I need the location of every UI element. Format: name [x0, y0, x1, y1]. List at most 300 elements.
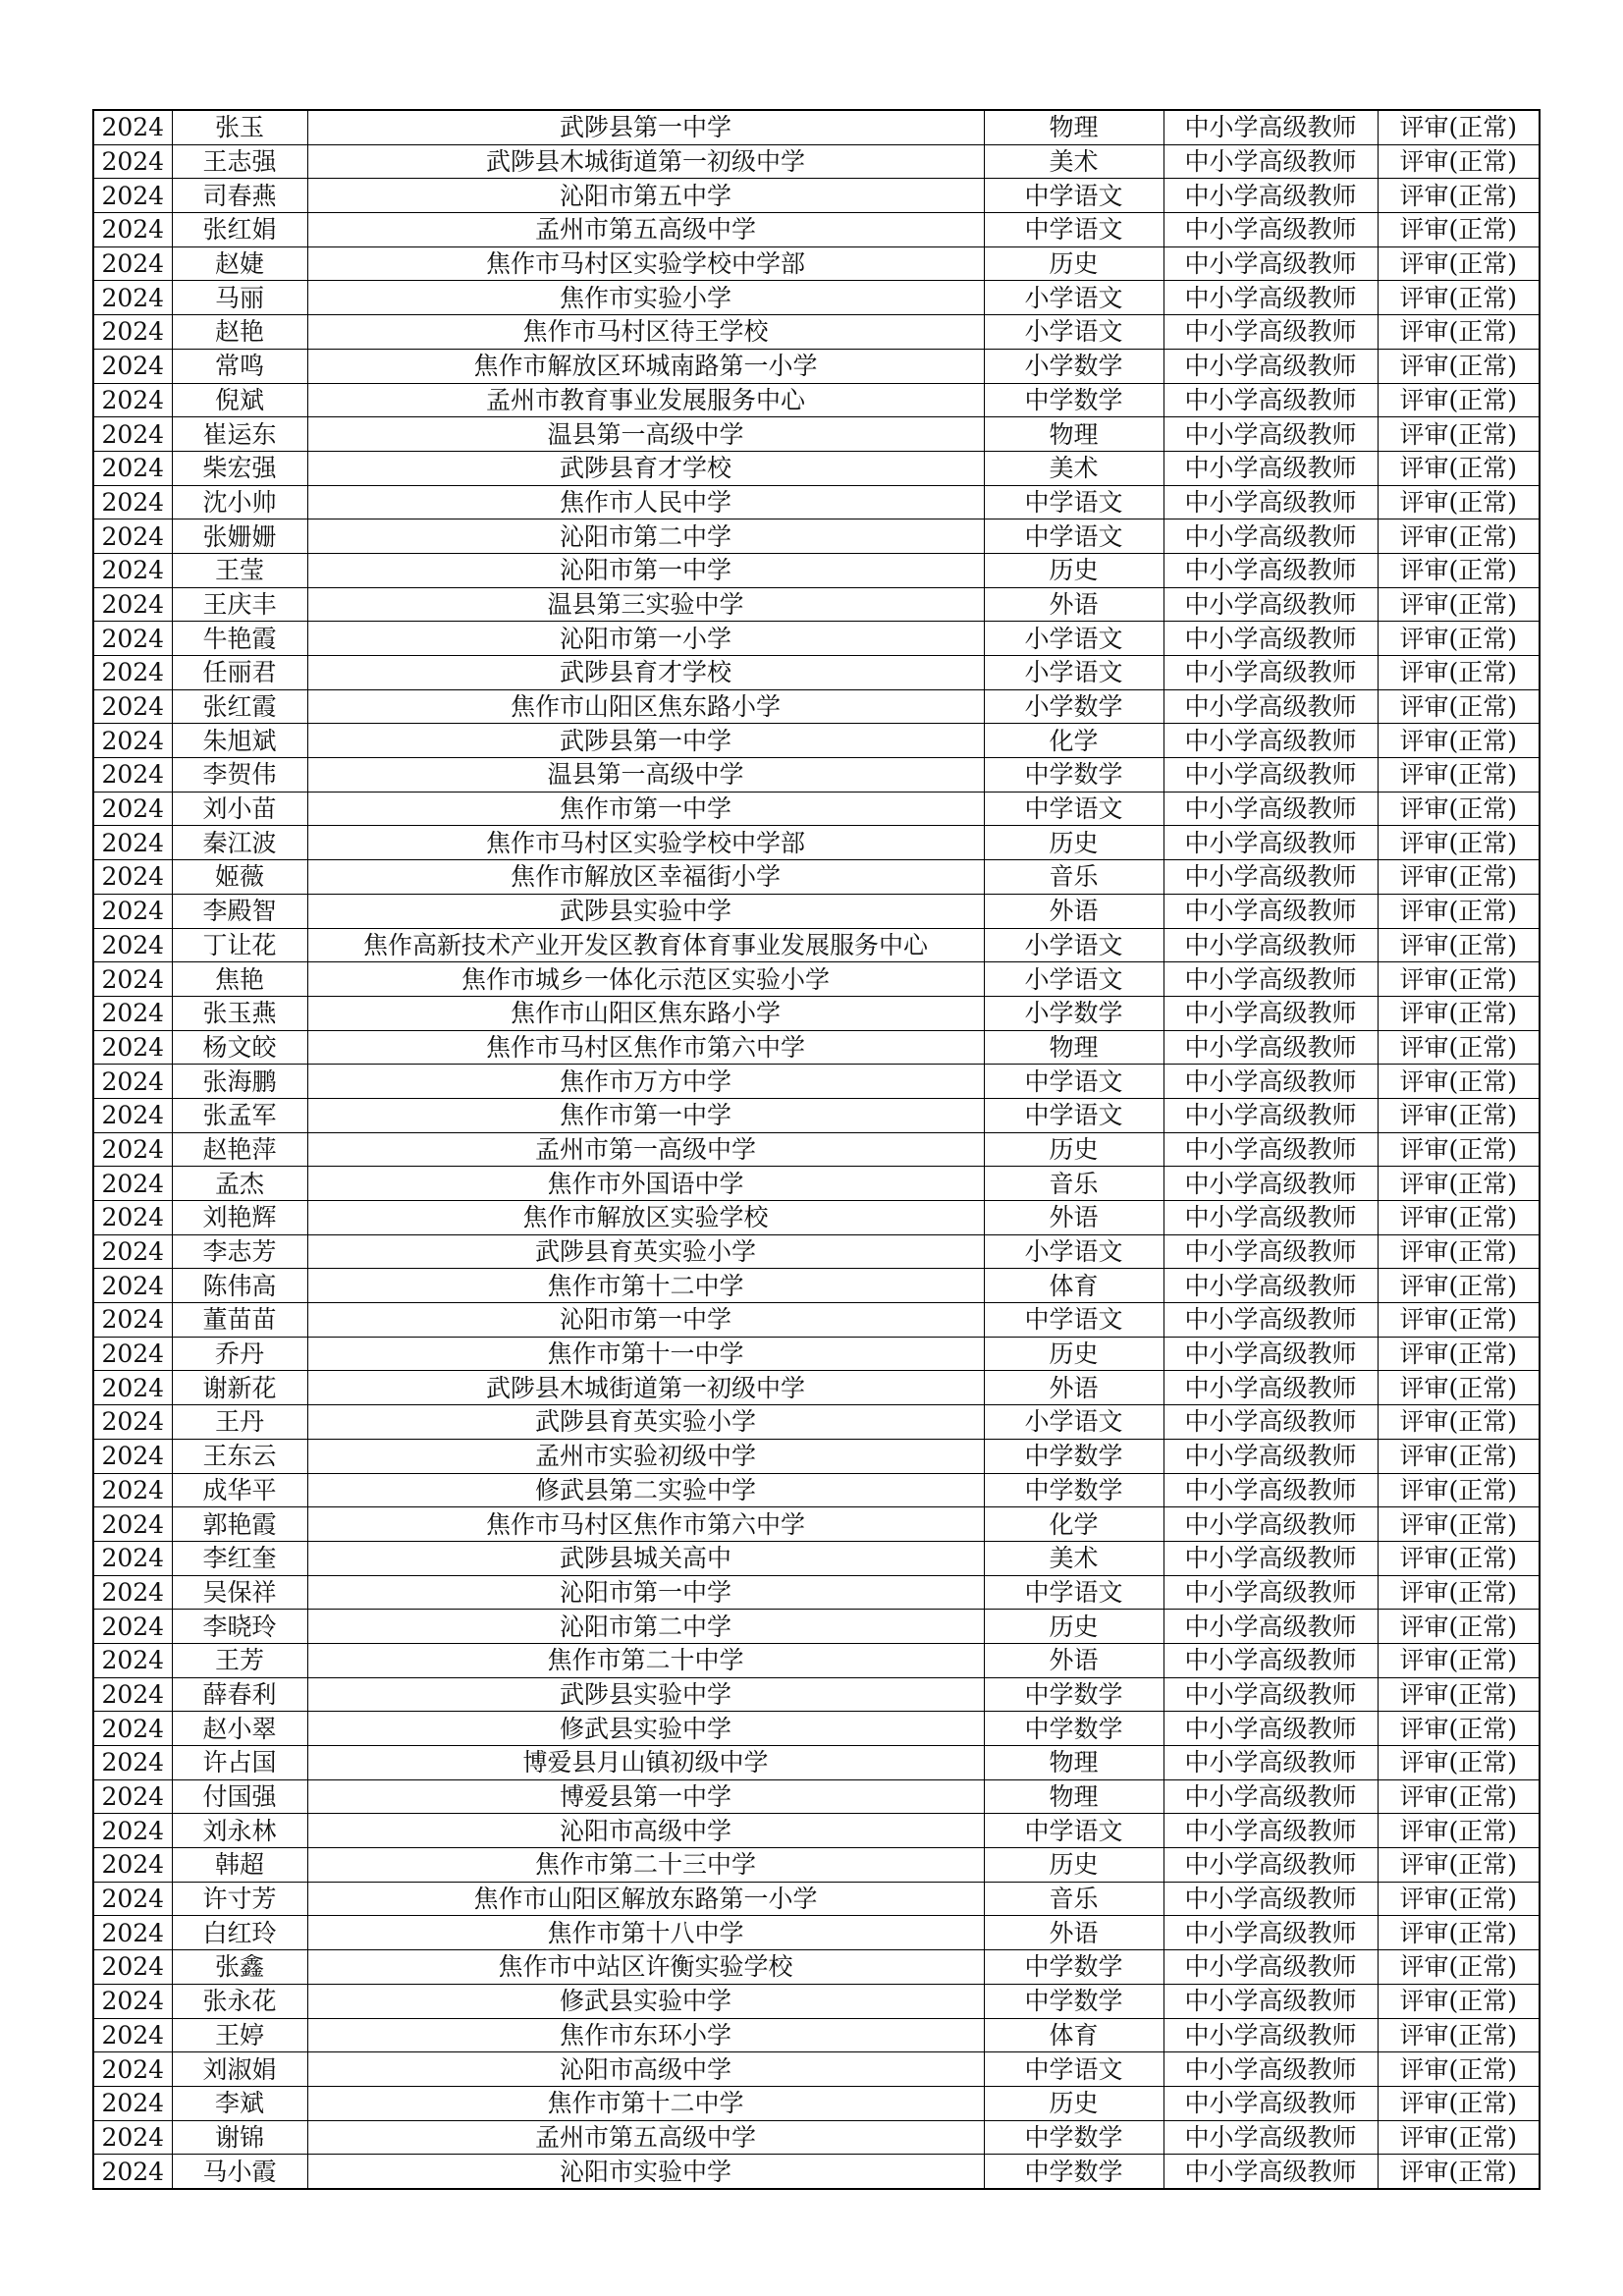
review-type-cell: 评审(正常) — [1378, 1234, 1540, 1269]
subject-cell: 物理 — [984, 417, 1163, 452]
title-cell: 中小学高级教师 — [1163, 587, 1378, 622]
title-cell: 中小学高级教师 — [1163, 1065, 1378, 1099]
subject-cell: 小学语文 — [984, 962, 1163, 997]
table-row — [93, 860, 1540, 895]
name-cell: 李斌 — [172, 2086, 307, 2120]
title-cell: 中小学高级教师 — [1163, 1848, 1378, 1883]
name-cell: 赵小翠 — [172, 1712, 307, 1746]
name-cell: 王婷 — [172, 2018, 307, 2052]
review-type-cell: 评审(正常) — [1378, 1643, 1540, 1677]
title-cell: 中小学高级教师 — [1163, 1984, 1378, 2018]
subject-cell: 中学数学 — [984, 1950, 1163, 1985]
year-cell: 2024 — [93, 485, 172, 519]
title-cell: 中小学高级教师 — [1163, 519, 1378, 554]
school-cell: 沁阳市第五中学 — [307, 179, 984, 213]
table-row — [93, 1746, 1540, 1780]
review-type-cell: 评审(正常) — [1378, 485, 1540, 519]
title-cell: 中小学高级教师 — [1163, 1337, 1378, 1371]
review-type-cell: 评审(正常) — [1378, 110, 1540, 144]
year-cell: 2024 — [93, 1575, 172, 1610]
table-row — [93, 2155, 1540, 2189]
year-cell: 2024 — [93, 587, 172, 622]
review-type-cell: 评审(正常) — [1378, 144, 1540, 179]
school-cell: 焦作市山阳区解放东路第一小学 — [307, 1882, 984, 1916]
title-cell: 中小学高级教师 — [1163, 1132, 1378, 1167]
table-row — [93, 315, 1540, 350]
year-cell: 2024 — [93, 281, 172, 315]
name-cell: 张海鹏 — [172, 1065, 307, 1099]
school-cell: 焦作市解放区环城南路第一小学 — [307, 349, 984, 383]
school-cell: 沁阳市第一中学 — [307, 1303, 984, 1338]
table-row — [93, 1575, 1540, 1610]
subject-cell: 中学数学 — [984, 2155, 1163, 2189]
year-cell: 2024 — [93, 349, 172, 383]
school-cell: 焦作市人民中学 — [307, 485, 984, 519]
subject-cell: 中学语文 — [984, 1575, 1163, 1610]
year-cell: 2024 — [93, 2120, 172, 2155]
table-row — [93, 1677, 1540, 1712]
review-type-cell: 评审(正常) — [1378, 1746, 1540, 1780]
name-cell: 刘永林 — [172, 1814, 307, 1848]
title-cell: 中小学高级教师 — [1163, 894, 1378, 928]
year-cell: 2024 — [93, 1234, 172, 1269]
review-type-cell: 评审(正常) — [1378, 1541, 1540, 1575]
table-row — [93, 1507, 1540, 1542]
school-cell: 修武县实验中学 — [307, 1712, 984, 1746]
name-cell: 孟杰 — [172, 1167, 307, 1201]
review-type-cell: 评审(正常) — [1378, 1030, 1540, 1065]
name-cell: 乔丹 — [172, 1337, 307, 1371]
table-row — [93, 1371, 1540, 1405]
title-cell: 中小学高级教师 — [1163, 1098, 1378, 1132]
subject-cell: 中学语文 — [984, 1303, 1163, 1338]
year-cell: 2024 — [93, 2052, 172, 2087]
school-cell: 修武县实验中学 — [307, 1984, 984, 2018]
table-row — [93, 144, 1540, 179]
table-row — [93, 1882, 1540, 1916]
school-cell: 沁阳市第一中学 — [307, 553, 984, 587]
review-type-cell: 评审(正常) — [1378, 2018, 1540, 2052]
subject-cell: 外语 — [984, 1371, 1163, 1405]
title-cell: 中小学高级教师 — [1163, 2120, 1378, 2155]
table-row — [93, 1405, 1540, 1440]
review-type-cell: 评审(正常) — [1378, 1371, 1540, 1405]
name-cell: 王东云 — [172, 1439, 307, 1473]
name-cell: 张玉 — [172, 110, 307, 144]
school-cell: 沁阳市高级中学 — [307, 2052, 984, 2087]
subject-cell: 物理 — [984, 1030, 1163, 1065]
school-cell: 沁阳市第二中学 — [307, 519, 984, 554]
subject-cell: 中学数学 — [984, 1473, 1163, 1507]
subject-cell: 中学语文 — [984, 1814, 1163, 1848]
review-type-cell: 评审(正常) — [1378, 553, 1540, 587]
name-cell: 董苗苗 — [172, 1303, 307, 1338]
subject-cell: 历史 — [984, 553, 1163, 587]
table-row — [93, 758, 1540, 793]
name-cell: 任丽君 — [172, 656, 307, 690]
year-cell: 2024 — [93, 622, 172, 656]
table-row — [93, 894, 1540, 928]
name-cell: 付国强 — [172, 1779, 307, 1814]
name-cell: 张鑫 — [172, 1950, 307, 1985]
year-cell: 2024 — [93, 1779, 172, 1814]
school-cell: 修武县第二实验中学 — [307, 1473, 984, 1507]
subject-cell: 美术 — [984, 144, 1163, 179]
title-cell: 中小学高级教师 — [1163, 417, 1378, 452]
name-cell: 崔运东 — [172, 417, 307, 452]
name-cell: 赵婕 — [172, 246, 307, 281]
school-cell: 武陟县城关高中 — [307, 1541, 984, 1575]
title-cell: 中小学高级教师 — [1163, 383, 1378, 417]
subject-cell: 外语 — [984, 587, 1163, 622]
table-row — [93, 1337, 1540, 1371]
year-cell: 2024 — [93, 110, 172, 144]
subject-cell: 化学 — [984, 724, 1163, 758]
review-type-cell: 评审(正常) — [1378, 1575, 1540, 1610]
table-row — [93, 1984, 1540, 2018]
review-type-cell: 评审(正常) — [1378, 519, 1540, 554]
title-cell: 中小学高级教师 — [1163, 1473, 1378, 1507]
name-cell: 倪斌 — [172, 383, 307, 417]
title-cell: 中小学高级教师 — [1163, 1814, 1378, 1848]
subject-cell: 小学数学 — [984, 349, 1163, 383]
title-cell: 中小学高级教师 — [1163, 792, 1378, 826]
year-cell: 2024 — [93, 1712, 172, 1746]
year-cell: 2024 — [93, 1848, 172, 1883]
title-cell: 中小学高级教师 — [1163, 110, 1378, 144]
table-row — [93, 689, 1540, 724]
subject-cell: 小学数学 — [984, 996, 1163, 1030]
name-cell: 焦艳 — [172, 962, 307, 997]
title-cell: 中小学高级教师 — [1163, 1167, 1378, 1201]
review-type-cell: 评审(正常) — [1378, 1439, 1540, 1473]
name-cell: 杨文皎 — [172, 1030, 307, 1065]
title-cell: 中小学高级教师 — [1163, 1610, 1378, 1644]
review-type-cell: 评审(正常) — [1378, 2155, 1540, 2189]
name-cell: 李贺伟 — [172, 758, 307, 793]
title-cell: 中小学高级教师 — [1163, 1882, 1378, 1916]
subject-cell: 小学语文 — [984, 281, 1163, 315]
review-type-cell: 评审(正常) — [1378, 928, 1540, 962]
table-row — [93, 1132, 1540, 1167]
title-cell: 中小学高级教师 — [1163, 622, 1378, 656]
school-cell: 武陟县第一中学 — [307, 110, 984, 144]
review-type-cell: 评审(正常) — [1378, 246, 1540, 281]
school-cell: 焦作市马村区待王学校 — [307, 315, 984, 350]
title-cell: 中小学高级教师 — [1163, 1575, 1378, 1610]
table-row — [93, 928, 1540, 962]
name-cell: 张姗姗 — [172, 519, 307, 554]
review-type-cell: 评审(正常) — [1378, 451, 1540, 485]
school-cell: 沁阳市高级中学 — [307, 1814, 984, 1848]
school-cell: 焦作市中站区许衡实验学校 — [307, 1950, 984, 1985]
name-cell: 赵艳萍 — [172, 1132, 307, 1167]
subject-cell: 历史 — [984, 1337, 1163, 1371]
review-type-cell: 评审(正常) — [1378, 1098, 1540, 1132]
school-cell: 焦作市城乡一体化示范区实验小学 — [307, 962, 984, 997]
title-cell: 中小学高级教师 — [1163, 315, 1378, 350]
subject-cell: 小学语文 — [984, 928, 1163, 962]
name-cell: 柴宏强 — [172, 451, 307, 485]
year-cell: 2024 — [93, 1303, 172, 1338]
review-type-cell: 评审(正常) — [1378, 1712, 1540, 1746]
title-cell: 中小学高级教师 — [1163, 1030, 1378, 1065]
school-cell: 焦作市山阳区焦东路小学 — [307, 996, 984, 1030]
review-type-cell: 评审(正常) — [1378, 758, 1540, 793]
year-cell: 2024 — [93, 1439, 172, 1473]
year-cell: 2024 — [93, 928, 172, 962]
review-type-cell: 评审(正常) — [1378, 1814, 1540, 1848]
year-cell: 2024 — [93, 553, 172, 587]
table-row — [93, 1950, 1540, 1985]
year-cell: 2024 — [93, 1201, 172, 1235]
year-cell: 2024 — [93, 1677, 172, 1712]
title-cell: 中小学高级教师 — [1163, 1507, 1378, 1542]
table-row — [93, 1643, 1540, 1677]
table-row — [93, 587, 1540, 622]
subject-cell: 中学数学 — [984, 1712, 1163, 1746]
title-cell: 中小学高级教师 — [1163, 1269, 1378, 1303]
school-cell: 焦作市外国语中学 — [307, 1167, 984, 1201]
school-cell: 焦作市解放区幸福街小学 — [307, 860, 984, 895]
year-cell: 2024 — [93, 1746, 172, 1780]
year-cell: 2024 — [93, 417, 172, 452]
name-cell: 陈伟高 — [172, 1269, 307, 1303]
review-type-cell: 评审(正常) — [1378, 1779, 1540, 1814]
name-cell: 朱旭斌 — [172, 724, 307, 758]
review-type-cell: 评审(正常) — [1378, 1984, 1540, 2018]
table-row — [93, 2120, 1540, 2155]
name-cell: 王志强 — [172, 144, 307, 179]
subject-cell: 中学语文 — [984, 179, 1163, 213]
name-cell: 薛春利 — [172, 1677, 307, 1712]
year-cell: 2024 — [93, 2155, 172, 2189]
year-cell: 2024 — [93, 1882, 172, 1916]
subject-cell: 音乐 — [984, 1167, 1163, 1201]
school-cell: 孟州市教育事业发展服务中心 — [307, 383, 984, 417]
table-row — [93, 1779, 1540, 1814]
title-cell: 中小学高级教师 — [1163, 1371, 1378, 1405]
subject-cell: 音乐 — [984, 860, 1163, 895]
review-type-cell: 评审(正常) — [1378, 1916, 1540, 1950]
year-cell: 2024 — [93, 1065, 172, 1099]
review-type-cell: 评审(正常) — [1378, 1269, 1540, 1303]
subject-cell: 历史 — [984, 1848, 1163, 1883]
table-row — [93, 1712, 1540, 1746]
school-cell: 武陟县育英实验小学 — [307, 1234, 984, 1269]
table-row — [93, 1030, 1540, 1065]
school-cell: 沁阳市实验中学 — [307, 2155, 984, 2189]
review-type-cell: 评审(正常) — [1378, 1167, 1540, 1201]
review-type-cell: 评审(正常) — [1378, 587, 1540, 622]
review-type-cell: 评审(正常) — [1378, 622, 1540, 656]
table-row — [93, 1473, 1540, 1507]
review-type-cell: 评审(正常) — [1378, 2086, 1540, 2120]
name-cell: 刘艳辉 — [172, 1201, 307, 1235]
school-cell: 武陟县育才学校 — [307, 451, 984, 485]
year-cell: 2024 — [93, 246, 172, 281]
year-cell: 2024 — [93, 179, 172, 213]
review-type-cell: 评审(正常) — [1378, 349, 1540, 383]
title-cell: 中小学高级教师 — [1163, 1950, 1378, 1985]
review-type-cell: 评审(正常) — [1378, 1132, 1540, 1167]
school-cell: 沁阳市第一中学 — [307, 1575, 984, 1610]
subject-cell: 物理 — [984, 1779, 1163, 1814]
subject-cell: 历史 — [984, 1132, 1163, 1167]
review-type-cell: 评审(正常) — [1378, 383, 1540, 417]
name-cell: 张红霞 — [172, 689, 307, 724]
title-cell: 中小学高级教师 — [1163, 2155, 1378, 2189]
school-cell: 焦作市马村区实验学校中学部 — [307, 826, 984, 860]
school-cell: 孟州市第五高级中学 — [307, 213, 984, 247]
table-row — [93, 213, 1540, 247]
school-cell: 武陟县实验中学 — [307, 1677, 984, 1712]
year-cell: 2024 — [93, 451, 172, 485]
school-cell: 武陟县木城街道第一初级中学 — [307, 1371, 984, 1405]
school-cell: 焦作市实验小学 — [307, 281, 984, 315]
review-type-cell: 评审(正常) — [1378, 315, 1540, 350]
review-type-cell: 评审(正常) — [1378, 1610, 1540, 1644]
title-cell: 中小学高级教师 — [1163, 689, 1378, 724]
table-row — [93, 996, 1540, 1030]
year-cell: 2024 — [93, 1473, 172, 1507]
table-row — [93, 281, 1540, 315]
year-cell: 2024 — [93, 1371, 172, 1405]
school-cell: 温县第一高级中学 — [307, 758, 984, 793]
table-row — [93, 1814, 1540, 1848]
year-cell: 2024 — [93, 689, 172, 724]
table-row — [93, 1269, 1540, 1303]
subject-cell: 外语 — [984, 1201, 1163, 1235]
subject-cell: 中学数学 — [984, 758, 1163, 793]
school-cell: 温县第一高级中学 — [307, 417, 984, 452]
title-cell: 中小学高级教师 — [1163, 451, 1378, 485]
review-type-cell: 评审(正常) — [1378, 689, 1540, 724]
title-cell: 中小学高级教师 — [1163, 485, 1378, 519]
title-cell: 中小学高级教师 — [1163, 1405, 1378, 1440]
school-cell: 焦作市马村区实验学校中学部 — [307, 246, 984, 281]
subject-cell: 历史 — [984, 246, 1163, 281]
subject-cell: 历史 — [984, 1610, 1163, 1644]
year-cell: 2024 — [93, 826, 172, 860]
school-cell: 焦作市第十二中学 — [307, 2086, 984, 2120]
school-cell: 焦作市山阳区焦东路小学 — [307, 689, 984, 724]
table-row — [93, 2018, 1540, 2052]
subject-cell: 体育 — [984, 1269, 1163, 1303]
school-cell: 武陟县第一中学 — [307, 724, 984, 758]
title-cell: 中小学高级教师 — [1163, 1541, 1378, 1575]
title-cell: 中小学高级教师 — [1163, 553, 1378, 587]
review-type-cell: 评审(正常) — [1378, 2052, 1540, 2087]
name-cell: 郭艳霞 — [172, 1507, 307, 1542]
table-row — [93, 2052, 1540, 2087]
name-cell: 王芳 — [172, 1643, 307, 1677]
table-row — [93, 656, 1540, 690]
school-cell: 武陟县木城街道第一初级中学 — [307, 144, 984, 179]
review-type-cell: 评审(正常) — [1378, 1848, 1540, 1883]
school-cell: 焦作市第二十三中学 — [307, 1848, 984, 1883]
subject-cell: 中学语文 — [984, 2052, 1163, 2087]
subject-cell: 小学语文 — [984, 1405, 1163, 1440]
subject-cell: 外语 — [984, 1916, 1163, 1950]
name-cell: 刘淑娟 — [172, 2052, 307, 2087]
year-cell: 2024 — [93, 996, 172, 1030]
review-type-cell: 评审(正常) — [1378, 1065, 1540, 1099]
year-cell: 2024 — [93, 1507, 172, 1542]
title-cell: 中小学高级教师 — [1163, 996, 1378, 1030]
title-cell: 中小学高级教师 — [1163, 2052, 1378, 2087]
review-type-cell: 评审(正常) — [1378, 213, 1540, 247]
title-cell: 中小学高级教师 — [1163, 144, 1378, 179]
year-cell: 2024 — [93, 315, 172, 350]
school-cell: 焦作市第十一中学 — [307, 1337, 984, 1371]
title-cell: 中小学高级教师 — [1163, 1643, 1378, 1677]
year-cell: 2024 — [93, 1405, 172, 1440]
name-cell: 王莹 — [172, 553, 307, 587]
year-cell: 2024 — [93, 1167, 172, 1201]
title-cell: 中小学高级教师 — [1163, 1746, 1378, 1780]
school-cell: 焦作市第二十中学 — [307, 1643, 984, 1677]
year-cell: 2024 — [93, 758, 172, 793]
name-cell: 李晓玲 — [172, 1610, 307, 1644]
review-type-cell: 评审(正常) — [1378, 1337, 1540, 1371]
school-cell: 焦作市马村区焦作市第六中学 — [307, 1507, 984, 1542]
table-row — [93, 1439, 1540, 1473]
table-row — [93, 519, 1540, 554]
review-type-cell: 评审(正常) — [1378, 1473, 1540, 1507]
title-cell: 中小学高级教师 — [1163, 1916, 1378, 1950]
name-cell: 丁让花 — [172, 928, 307, 962]
title-cell: 中小学高级教师 — [1163, 2018, 1378, 2052]
name-cell: 牛艳霞 — [172, 622, 307, 656]
subject-cell: 小学语文 — [984, 622, 1163, 656]
school-cell: 焦作市第一中学 — [307, 1098, 984, 1132]
title-cell: 中小学高级教师 — [1163, 724, 1378, 758]
name-cell: 常鸣 — [172, 349, 307, 383]
table-row — [93, 962, 1540, 997]
school-cell: 武陟县育才学校 — [307, 656, 984, 690]
name-cell: 成华平 — [172, 1473, 307, 1507]
table-row — [93, 1916, 1540, 1950]
subject-cell: 历史 — [984, 826, 1163, 860]
table-row — [93, 246, 1540, 281]
subject-cell: 体育 — [984, 2018, 1163, 2052]
name-cell: 张永花 — [172, 1984, 307, 2018]
title-cell: 中小学高级教师 — [1163, 246, 1378, 281]
school-cell: 焦作市第十八中学 — [307, 1916, 984, 1950]
review-type-cell: 评审(正常) — [1378, 826, 1540, 860]
table-row — [93, 179, 1540, 213]
school-cell: 焦作市万方中学 — [307, 1065, 984, 1099]
subject-cell: 中学数学 — [984, 2120, 1163, 2155]
school-cell: 孟州市第一高级中学 — [307, 1132, 984, 1167]
table-row — [93, 417, 1540, 452]
table-row — [93, 792, 1540, 826]
title-cell: 中小学高级教师 — [1163, 860, 1378, 895]
year-cell: 2024 — [93, 1610, 172, 1644]
name-cell: 沈小帅 — [172, 485, 307, 519]
name-cell: 王丹 — [172, 1405, 307, 1440]
school-cell: 焦作市第一中学 — [307, 792, 984, 826]
subject-cell: 外语 — [984, 894, 1163, 928]
subject-cell: 小学数学 — [984, 689, 1163, 724]
name-cell: 李殿智 — [172, 894, 307, 928]
year-cell: 2024 — [93, 724, 172, 758]
subject-cell: 小学语文 — [984, 315, 1163, 350]
year-cell: 2024 — [93, 1132, 172, 1167]
year-cell: 2024 — [93, 962, 172, 997]
year-cell: 2024 — [93, 1950, 172, 1985]
